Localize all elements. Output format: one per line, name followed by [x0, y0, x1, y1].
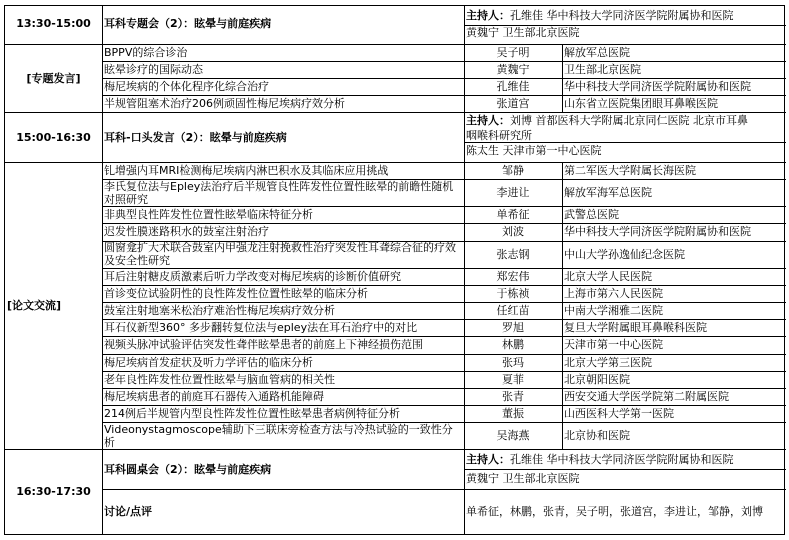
- org-cell-text: 山东省立医院集团眼耳鼻喉医院: [564, 97, 718, 110]
- host-line: 黄魏宁 卫生部北京医院: [466, 26, 580, 39]
- topic-cell-text: 梅尼埃病患者的前庭耳石器传入通路机能障碍: [104, 390, 324, 404]
- host-line: 孔维佳 华中科技大学同济医学院附属协和医院: [510, 9, 734, 22]
- speaker-cell: [466, 354, 560, 371]
- session3-discussion-label: [104, 489, 462, 534]
- topic-cell-text: 首诊变位试验阴性的良性阵发性位置性眩晕的临床分析: [104, 286, 368, 300]
- org-cell: [564, 422, 784, 449]
- host-line: 咽喉科研究所: [466, 129, 532, 142]
- org-cell: [564, 206, 784, 223]
- session3-time: [7, 449, 100, 534]
- speaker-cell-text: 单希征: [496, 208, 530, 222]
- column-divider: [464, 6, 465, 534]
- org-cell-text: 北京大学人民医院: [564, 269, 652, 283]
- session1-category: [7, 44, 100, 112]
- org-cell-text: 卫生部北京医院: [564, 63, 641, 76]
- org-cell: [564, 405, 784, 422]
- session2-category-text: [论文交流]: [7, 299, 62, 312]
- topic-cell-text: 眩晕诊疗的国际动态: [104, 63, 203, 76]
- speaker-cell-text: 于栋祯: [496, 286, 530, 300]
- topic-cell: [104, 302, 462, 319]
- topic-cell-text: 214例后半规管内型良性阵发性位置性眩晕患者病例特征分析: [104, 407, 400, 421]
- speaker-cell: [466, 206, 560, 223]
- topic-cell: [104, 405, 462, 422]
- speaker-cell-text: 张志钢: [496, 247, 530, 261]
- session2-title: [104, 112, 462, 162]
- speaker-cell: [466, 422, 560, 449]
- column-divider: [102, 6, 103, 534]
- speaker-cell-text: 任红苗: [496, 304, 530, 318]
- org-cell-text: 武警总医院: [564, 208, 619, 222]
- topic-cell-text: 钆增强内耳MRI检测梅尼埃病内淋巴积水及其临床应用挑战: [104, 164, 389, 178]
- org-cell-text: 北京协和医院: [564, 429, 630, 443]
- speaker-cell: [466, 95, 560, 112]
- speaker-cell-text: 张道宫: [496, 97, 530, 110]
- schedule-table: [4, 5, 785, 535]
- topic-cell: [104, 78, 462, 95]
- org-cell: [564, 223, 784, 240]
- topic-cell: [104, 241, 462, 268]
- host-line: 黄魏宁 卫生部北京医院: [466, 472, 580, 485]
- topic-cell-text: 鼓室注射地塞米松治疗难治性梅尼埃病疗效分析: [104, 304, 335, 318]
- speaker-cell-text: 吴子明: [496, 46, 530, 59]
- host-line: 陈太生 天津市第一中心医院: [466, 144, 602, 157]
- row-divider: [464, 142, 786, 143]
- topic-cell: [104, 319, 462, 336]
- org-cell-text: 华中科技大学同济医学院附属协和医院: [564, 225, 751, 239]
- topic-cell-text: 迟发性膜迷路积水的鼓室注射治疗: [104, 225, 269, 239]
- topic-cell: [104, 61, 462, 78]
- speaker-cell: [466, 44, 560, 61]
- org-cell-text: 山西医科大学第一医院: [564, 407, 674, 421]
- speaker-cell-text: 罗旭: [502, 321, 524, 335]
- speaker-cell: [466, 241, 560, 268]
- org-cell: [564, 95, 784, 112]
- speaker-cell-text: 夏菲: [502, 372, 524, 386]
- org-cell-text: 华中科技大学同济医学院附属协和医院: [564, 80, 751, 93]
- topic-cell: [104, 179, 462, 206]
- topic-cell: [104, 422, 462, 449]
- org-cell: [564, 336, 784, 353]
- org-cell: [564, 78, 784, 95]
- org-cell: [564, 285, 784, 302]
- session1-title-text: 耳科专题会（2）：眩晕与前庭疾病: [104, 16, 272, 30]
- org-cell: [564, 241, 784, 268]
- session1-title: [104, 6, 462, 40]
- topic-cell: [104, 336, 462, 353]
- session2-time: [7, 112, 100, 162]
- column-divider: [562, 162, 563, 449]
- speaker-cell: [466, 162, 560, 179]
- row-divider: [464, 25, 786, 26]
- org-cell: [564, 371, 784, 388]
- org-cell-text: 中南大学湘雅二医院: [564, 304, 663, 318]
- org-cell: [564, 319, 784, 336]
- topic-cell-text: 非典型良性阵发性位置性眩晕临床特征分析: [104, 208, 313, 222]
- session1-time: [7, 6, 100, 40]
- speaker-cell-text: 林鹏: [502, 338, 524, 352]
- topic-cell: [104, 285, 462, 302]
- org-cell-text: 北京大学第三医院: [564, 355, 652, 369]
- org-cell: [564, 61, 784, 78]
- host-label: 主持人：: [466, 114, 510, 127]
- topic-cell: [104, 206, 462, 223]
- org-cell: [564, 268, 784, 285]
- host-line: 孔维佳 华中科技大学同济医学院附属协和医院: [510, 453, 734, 466]
- session3-discussants: [466, 489, 784, 534]
- speaker-cell: [466, 388, 560, 405]
- speaker-cell-text: 刘波: [502, 225, 524, 239]
- topic-cell: [104, 162, 462, 179]
- org-cell-text: 天津市第一中心医院: [564, 338, 663, 352]
- host-label: 主持人：: [466, 9, 510, 22]
- org-cell-text: 复旦大学附属眼耳鼻喉科医院: [564, 321, 707, 335]
- org-cell-text: 解放军海军总医院: [564, 186, 652, 200]
- speaker-cell-text: 郑宏伟: [496, 269, 530, 283]
- org-cell: [564, 354, 784, 371]
- session2-category: [7, 162, 100, 449]
- session3-discussion-label-text: 讨论/点评: [104, 505, 153, 518]
- speaker-cell: [466, 405, 560, 422]
- speaker-cell: [466, 319, 560, 336]
- column-divider: [562, 44, 563, 112]
- session1-category-text: [专题发言]: [26, 71, 81, 85]
- org-cell-text: 第二军医大学附属长海医院: [564, 164, 696, 178]
- speaker-cell: [466, 179, 560, 206]
- topic-cell-text: 老年良性阵发性位置性眩晕与脑血管病的相关性: [104, 372, 335, 386]
- speaker-cell: [466, 302, 560, 319]
- topic-cell: [104, 44, 462, 61]
- org-cell: [564, 44, 784, 61]
- topic-cell-text: 视频头脉冲试验评估突发性聋伴眩晕患者的前庭上下神经损伤范围: [104, 338, 423, 352]
- topic-cell-text: 耳石仪新型360° 多步翻转复位法与epley法在耳石治疗中的对比: [104, 321, 418, 335]
- topic-cell: [104, 388, 462, 405]
- speaker-cell-text: 董振: [502, 407, 524, 421]
- row-divider: [464, 469, 786, 470]
- topic-cell-text: 梅尼埃病的个体化程序化综合治疗: [104, 80, 269, 93]
- session3-title-text: 耳科圆桌会（2）：眩晕与前庭疾病: [104, 462, 272, 476]
- org-cell-text: 上海市第六人民医院: [564, 286, 663, 300]
- speaker-cell: [466, 371, 560, 388]
- speaker-cell-text: 张玛: [502, 355, 524, 369]
- speaker-cell-text: 邹静: [502, 164, 524, 178]
- host-line: 刘博 首都医科大学附属北京同仁医院 北京市耳鼻: [510, 114, 748, 127]
- topic-cell-text: 圆窗龛扩大术联合鼓室内甲强龙注射挽救性治疗突发性耳聋综合征的疗效及安全性研究: [104, 241, 456, 268]
- topic-cell-text: 半规管阻塞术治疗206例顽固性梅尼埃病疗效分析: [104, 97, 345, 110]
- topic-cell: [104, 371, 462, 388]
- topic-cell: [104, 95, 462, 112]
- speaker-cell-text: 孔维佳: [496, 80, 530, 93]
- speaker-cell: [466, 285, 560, 302]
- session3-discussants-text: 单希征，林鹏，张青，吴子明，张道宫，李进让，邹静，刘博: [466, 505, 763, 518]
- org-cell-text: 北京朝阳医院: [564, 372, 630, 386]
- speaker-cell: [466, 78, 560, 95]
- speaker-cell: [466, 61, 560, 78]
- org-cell-text: 中山大学孙逸仙纪念医院: [564, 247, 685, 261]
- topic-cell-text: 梅尼埃病首发症状及听力学评估的临床分析: [104, 355, 313, 369]
- topic-cell-text: 耳后注射糖皮质激素后听力学改变对梅尼埃病的诊断价值研究: [104, 269, 401, 283]
- topic-cell-text: Videonystagmoscope辅助下三联床旁检查方法与冷热试验的一致性分析: [104, 422, 453, 449]
- session3-title: [104, 449, 462, 489]
- org-cell: [564, 179, 784, 206]
- host-label: 主持人：: [466, 453, 510, 466]
- session2-hosts: [466, 113, 784, 161]
- session1-time-text: 13:30-15:00: [16, 16, 91, 30]
- speaker-cell: [466, 336, 560, 353]
- topic-cell: [104, 223, 462, 240]
- org-cell: [564, 388, 784, 405]
- speaker-cell: [466, 223, 560, 240]
- session3-time-text: 16:30-17:30: [16, 485, 91, 498]
- speaker-cell-text: 张青: [502, 390, 524, 404]
- session2-time-text: 15:00-16:30: [16, 130, 91, 144]
- topic-cell: [104, 354, 462, 371]
- org-cell: [564, 162, 784, 179]
- org-cell-text: 西安交通大学医学院第二附属医院: [564, 390, 729, 404]
- speaker-cell-text: 黄魏宁: [496, 63, 530, 76]
- speaker-cell-text: 李进让: [496, 186, 530, 200]
- speaker-cell-text: 吴海燕: [496, 429, 530, 443]
- topic-cell-text: BPPV的综合诊治: [104, 46, 188, 59]
- org-cell: [564, 302, 784, 319]
- org-cell-text: 解放军总医院: [564, 46, 630, 59]
- speaker-cell: [466, 268, 560, 285]
- topic-cell-text: 李氏复位法与Epley法治疗后半规管良性阵发性位置性眩晕的前瞻性随机对照研究: [104, 179, 454, 206]
- topic-cell: [104, 268, 462, 285]
- session2-title-text: 耳科-口头发言（2）：眩晕与前庭疾病: [104, 130, 287, 144]
